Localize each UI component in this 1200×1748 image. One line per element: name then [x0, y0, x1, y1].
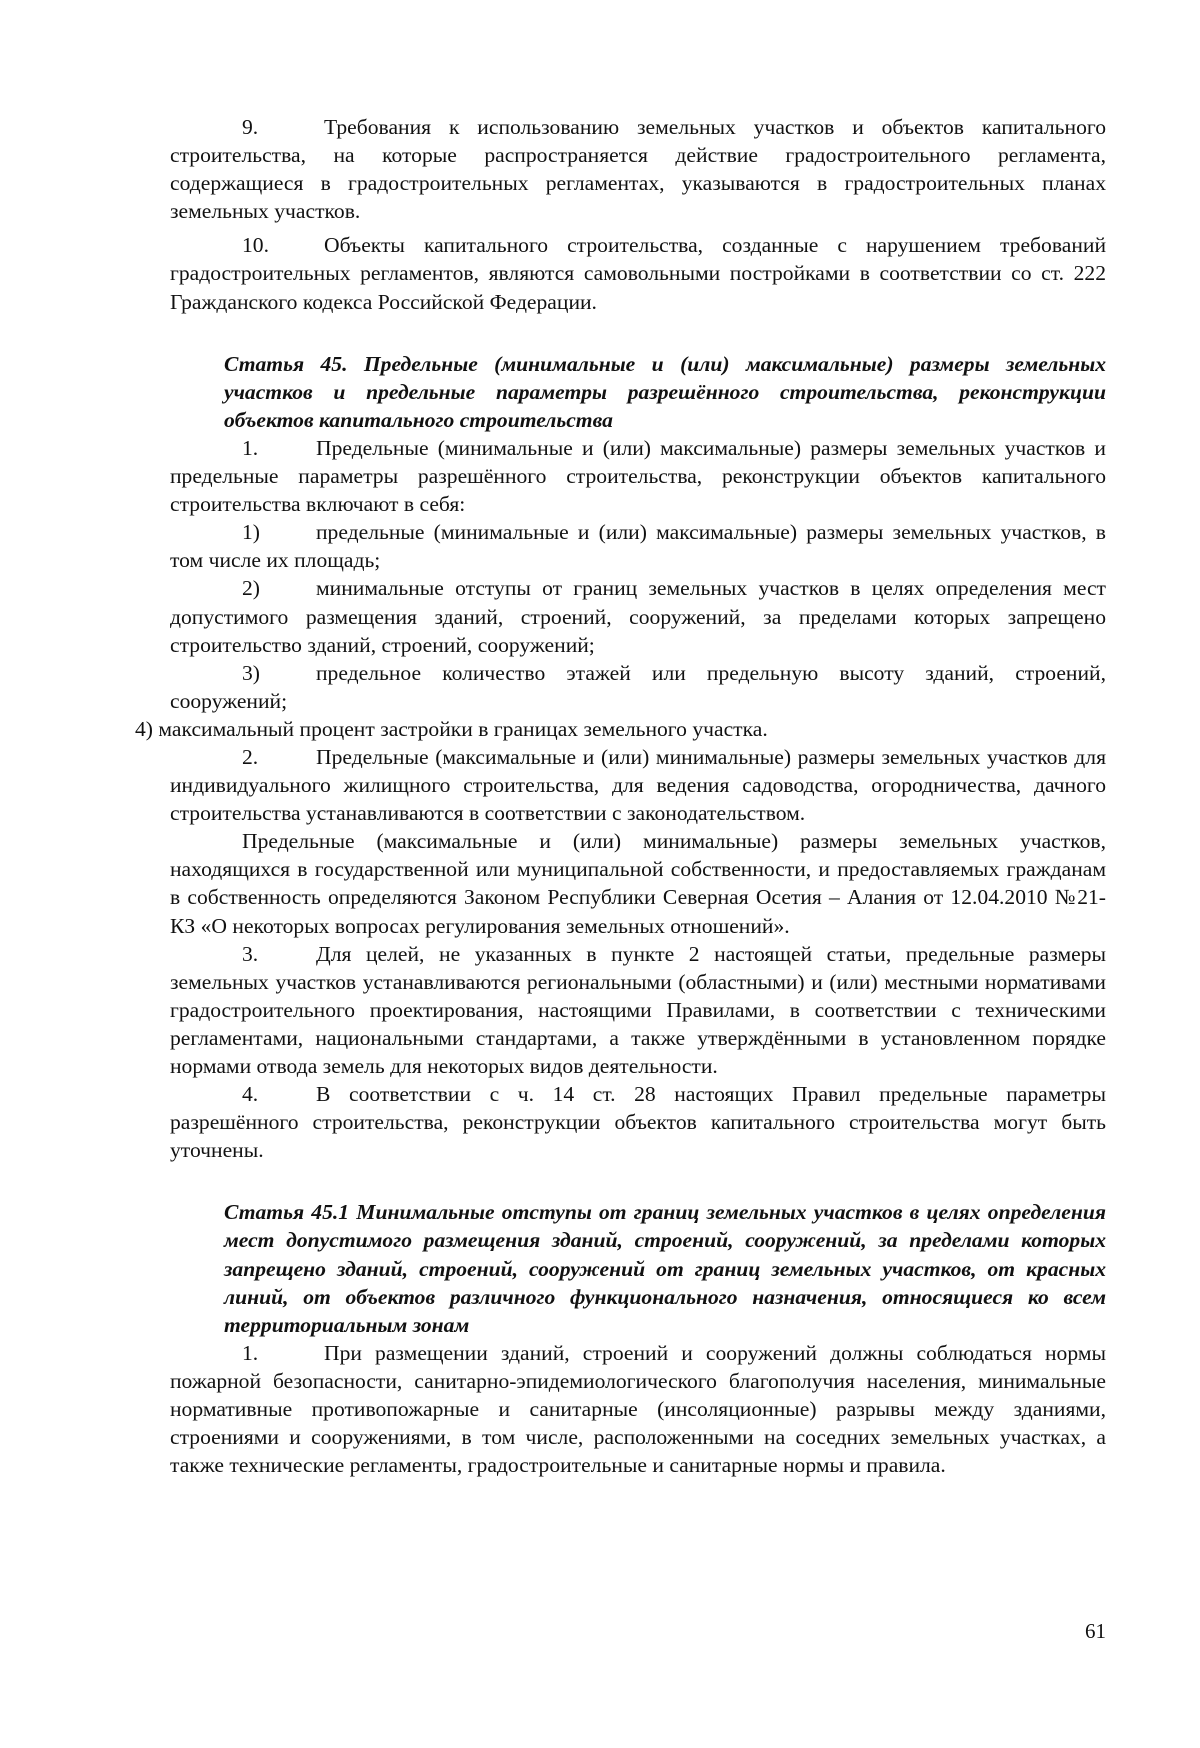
- paragraph-number: 9.: [242, 115, 259, 139]
- paragraph-9: [170, 113, 1106, 225]
- article-45-item-2: [170, 574, 1106, 658]
- paragraph-number: 1.: [242, 435, 259, 460]
- article-45-item-4: 4) максимальный процент застройки в границах земельного участка.: [135, 716, 768, 741]
- article-45-item-3: [170, 659, 1106, 715]
- article-45-paragraph-1: [170, 434, 1106, 518]
- paragraph-number: 4.: [242, 1082, 259, 1107]
- paragraph-number: 1.: [242, 1340, 259, 1365]
- paragraph-10: [170, 231, 1106, 315]
- page-number: 61: [1085, 1619, 1106, 1643]
- paragraph-number: 3.: [242, 941, 259, 966]
- paragraph-text: Объекты капитального строительства, созданные с нарушением требований градостроительных регламентов, являются самовольными постройками в соответствии со ст. 222 Гражданского кодекса Российской Федерации.: [170, 233, 1106, 314]
- page-content: [135, 113, 1106, 1479]
- paragraph-text: При размещении зданий, строений и сооружений должны соблюдаться нормы пожарной безопасности, санитарно-эпидемиологического благополучия населения, минимальные нормативные противопожарные и санитарные (инсоляционные) разрывы между зданиями, строениями и сооружениями, в том числе, расположенными на соседних земельных участках, а также технические регламенты, градостроительные и санитарные нормы и правила.: [170, 1340, 1106, 1478]
- item-number: 3): [242, 660, 260, 685]
- article-45-paragraph-4: [170, 1080, 1106, 1164]
- article-45-1-paragraph-1: [170, 1339, 1106, 1479]
- item-number: 2): [242, 576, 260, 601]
- item-text: предельное количество этажей или предельную высоту зданий, строений, сооружений;: [170, 660, 1106, 713]
- article-45-item-1: [170, 518, 1106, 574]
- paragraph-text: Предельные (минимальные и (или) максимальные) размеры земельных участков и предельные параметры разрешённого строительства, реконструкции объектов капитального строительства включают в себя:: [170, 435, 1106, 517]
- paragraph-text: Для целей, не указанных в пункте 2 настоящей статьи, предельные размеры земельных участков устанавливаются региональными (областными) и (или) местными нормативами градостроительного проектирования, настоящими Правилами, в соответствии с техническими регламентами, национальными стандартами, а также утверждёнными в установленном порядке нормами отвода земель для некоторых видов деятельности.: [170, 941, 1106, 1078]
- paragraph-text: Предельные (максимальные и (или) минимальные) размеры земельных участков для индивидуального жилищного строительства, для ведения садоводства, огородничества, дачного строительства устанавливаются в соответствии с законодательством.: [170, 744, 1106, 826]
- paragraph-number: 10.: [242, 233, 269, 258]
- paragraph-number: 2.: [242, 744, 259, 769]
- paragraph-text: Требования к использованию земельных участков и объектов капитального строительства, на которые распространяется действие градостроительного регламента, содержащиеся в градостроительных регламентах, указываются в градостроительных планах земельных участков.: [170, 115, 1106, 224]
- article-45-paragraph-3: [170, 940, 1106, 1080]
- article-45-paragraph-2-continued: Предельные (максимальные и (или) минимальные) размеры земельных участков, находящихся в государственной или муниципальной собственности, и предоставляемых гражданам в собственность определяются Законом Республики Северная Осетия – Алания от 12.04.2010 №21-КЗ «О некоторых вопросах регулирования земельных отношений».: [170, 829, 1106, 938]
- paragraph-text: В соответствии с ч. 14 ст. 28 настоящих Правил предельные параметры разрешённого строительства, реконструкции объектов капитального строительства могут быть уточнены.: [170, 1082, 1106, 1163]
- article-45-paragraph-2: [170, 743, 1106, 827]
- item-number: 1): [242, 520, 260, 545]
- item-text: предельные (минимальные и (или) максимальные) размеры земельных участков, в том числе их площадь;: [170, 520, 1106, 573]
- article-45-1-heading: Статья 45.1 Минимальные отступы от границ земельных участков в целях определения мест допустимого размещения зданий, строений, сооружений, за пределами которых запрещено зданий, строений, сооружений от границ земельных участков, от красных линий, от объектов различного функционального назначения, относящиеся ко всем территориальным зонам: [224, 1200, 1106, 1337]
- article-45-heading: Статья 45. Предельные (минимальные и (или) максимальные) размеры земельных участков и предельные параметры разрешённого строительства, реконструкции объектов капитального строительства: [224, 351, 1106, 432]
- item-text: минимальные отступы от границ земельных участков в целях определения мест допустимого размещения зданий, строений, сооружений, за пределами которых запрещено строительство зданий, строений, сооружений;: [170, 576, 1106, 657]
